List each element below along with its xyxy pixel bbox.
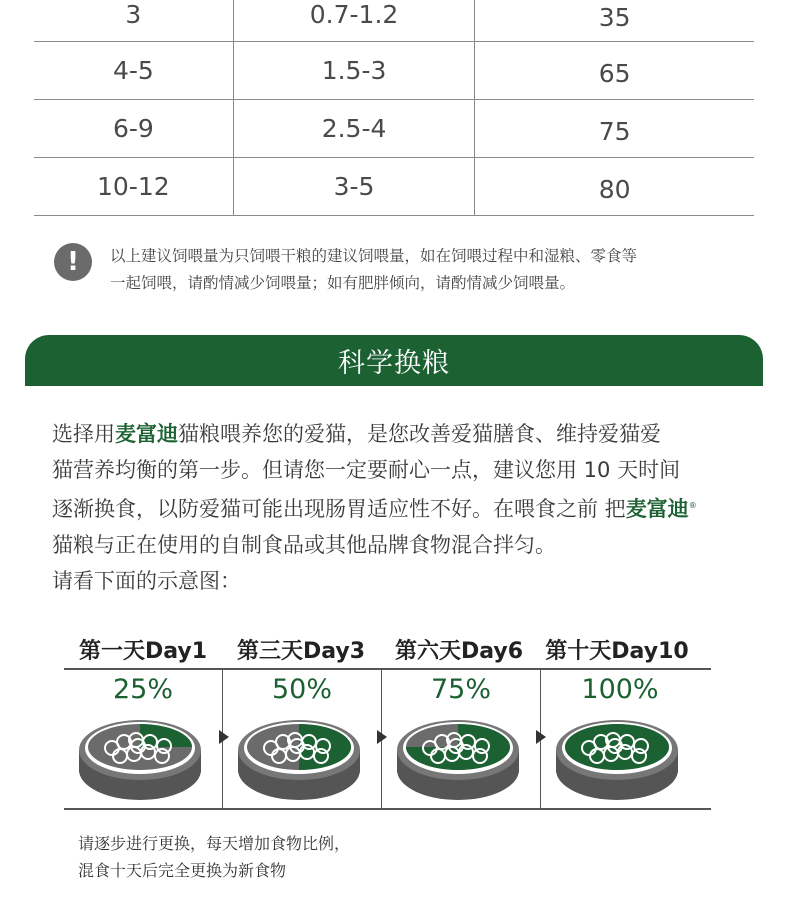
notice-text bbox=[110, 243, 750, 297]
table-cell: 1.5-3 bbox=[234, 42, 476, 99]
intro-line: 猫营养均衡的第一步。但请您一定要耐心一点，建议您用 10 天时间 bbox=[52, 458, 681, 482]
food-bowl-icon bbox=[78, 710, 202, 802]
percent-label: 50% bbox=[271, 674, 332, 705]
table-cell: 2.5-4 bbox=[234, 100, 476, 157]
exclamation-icon: ! bbox=[54, 243, 92, 281]
table-cell: 0.7-1.2 bbox=[234, 0, 476, 41]
feeding-table bbox=[34, 0, 754, 216]
day-cell bbox=[540, 670, 699, 808]
table-cell: 6-9 bbox=[34, 100, 234, 157]
day-label: 第一天Day1 bbox=[78, 638, 208, 664]
percent-label: 25% bbox=[112, 674, 173, 705]
day-label: 第十天Day10 bbox=[545, 638, 689, 664]
intro-text: 选择用 bbox=[52, 422, 115, 446]
arrow-right-icon bbox=[536, 730, 546, 744]
food-transition-diagram bbox=[64, 630, 711, 810]
table-cell-value: 35 bbox=[598, 3, 631, 32]
day-label: 第三天Day3 bbox=[236, 638, 366, 664]
table-cell bbox=[475, 158, 754, 215]
arrow-right-icon bbox=[219, 730, 229, 744]
table-cell bbox=[475, 0, 754, 41]
day-cell bbox=[381, 670, 540, 808]
brand-name: 麦富迪 bbox=[115, 422, 178, 446]
table-row bbox=[34, 42, 754, 100]
table-cell: 4-5 bbox=[34, 42, 234, 99]
percent-label: 100% bbox=[581, 674, 659, 705]
table-row bbox=[34, 158, 754, 216]
notice-line: 以上建议饲喂量为只饲喂干粮的建议饲喂量，如在饲喂过程中和湿粮、零食等 bbox=[110, 247, 638, 265]
day-labels bbox=[64, 630, 711, 670]
arrow-right-icon bbox=[377, 730, 387, 744]
food-bowl-icon bbox=[555, 710, 679, 802]
table-cell: 3-5 bbox=[234, 158, 476, 215]
registered-mark: ® bbox=[688, 501, 697, 510]
intro-paragraph bbox=[52, 416, 752, 599]
intro-text: 猫粮喂养您的爱猫，是您改善爱猫膳食、维持爱猫爱 bbox=[178, 422, 661, 446]
table-cell-value: 75 bbox=[598, 117, 631, 146]
table-cell: 3 bbox=[34, 0, 234, 41]
footnote-line: 混食十天后完全更换为新食物 bbox=[78, 861, 287, 880]
footnote bbox=[78, 830, 578, 884]
intro-line bbox=[52, 488, 752, 527]
footnote-line: 请逐步进行更换，每天增加食物比例， bbox=[78, 834, 351, 853]
table-cell bbox=[475, 100, 754, 157]
day-cells bbox=[64, 670, 711, 810]
section-title: 科学换粮 bbox=[25, 335, 763, 386]
table-row bbox=[34, 0, 754, 42]
day-cell bbox=[222, 670, 381, 808]
table-cell bbox=[475, 42, 754, 99]
day-cell bbox=[64, 670, 222, 808]
table-cell: 10-12 bbox=[34, 158, 234, 215]
table-cell-value: 80 bbox=[598, 175, 631, 204]
percent-label: 75% bbox=[430, 674, 491, 705]
food-bowl-icon bbox=[237, 710, 361, 802]
table-row bbox=[34, 100, 754, 158]
table-cell-value: 65 bbox=[598, 59, 631, 88]
intro-line: 猫粮与正在使用的自制食品或其他品牌食物混合拌匀。 bbox=[52, 533, 556, 557]
food-bowl-icon bbox=[396, 710, 520, 802]
brand-name: 麦富迪 bbox=[625, 497, 689, 521]
intro-text: 逐渐换食，以防爱猫可能出现肠胃适应性不好。在喂食之前 把 bbox=[52, 497, 626, 521]
intro-line: 请看下面的示意图： bbox=[52, 569, 241, 593]
intro-line bbox=[52, 416, 752, 452]
day-label: 第六天Day6 bbox=[394, 638, 524, 664]
notice-line: 一起饲喂，请酌情减少饲喂量；如有肥胖倾向，请酌情减少饲喂量。 bbox=[110, 274, 576, 292]
